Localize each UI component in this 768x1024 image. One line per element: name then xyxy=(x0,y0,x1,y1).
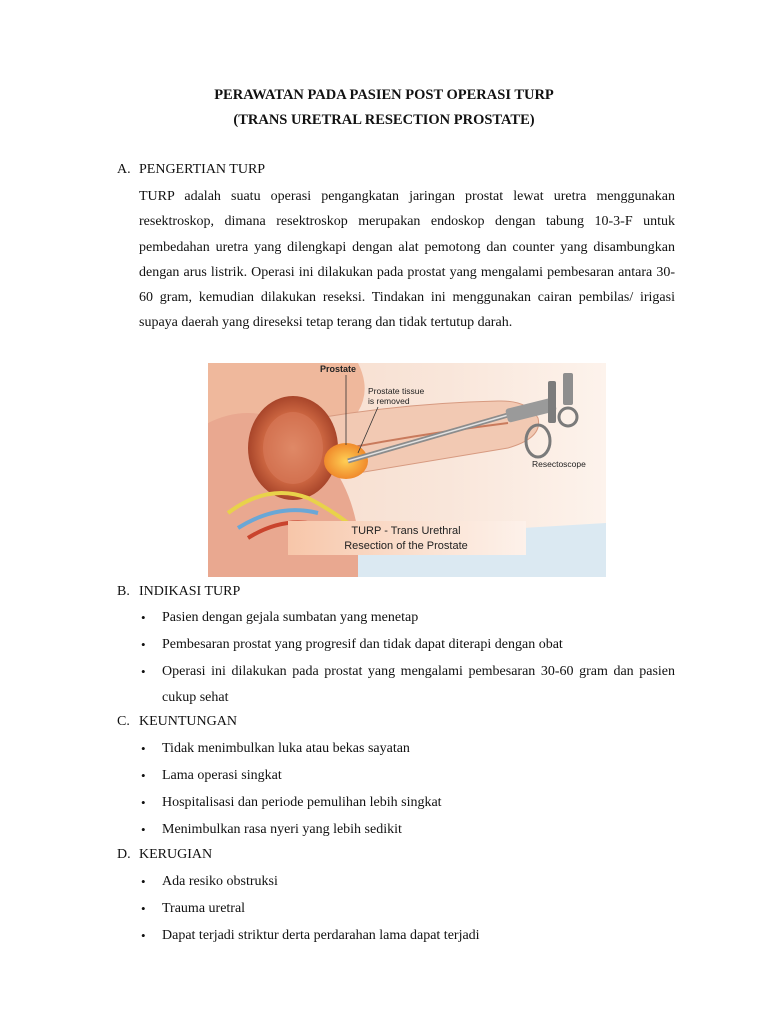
turp-illustration xyxy=(208,363,606,577)
section-c-letter: C. xyxy=(117,714,130,729)
bladder-inner xyxy=(263,412,323,484)
label-tissue-line-1: Prostate tissue xyxy=(368,386,425,396)
section-c-heading xyxy=(117,714,237,730)
section-a-letter: A. xyxy=(117,162,131,177)
turp-illustration-svg xyxy=(208,363,606,577)
section-d-list xyxy=(139,869,675,950)
list-item: • Pembesaran prostat yang progresif dan tidak dapat diterapi dengan obat xyxy=(139,632,675,658)
section-a-title: PENGERTIAN TURP xyxy=(139,162,266,177)
section-a-paragraph: TURP adalah suatu operasi pengangkatan jaringan prostat lewat uretra menggunakan resektroskop, dimana resektroskop merupakan endoskop dengan tabung 10-3-F untuk pembedahan uretra yang dilengkapi dengan alat pemotong dan counter yang disambungkan dengan arus listrik. Operasi ini dilakukan pada prostat yang mengalami pembesaran antara 30-60 gram, kemudian dilakukan reseksi. Tindakan ini menggunakan cairan pembilas/ irigasi supaya daerah yang direseksi tetap terang dan tidak tertutup darah. xyxy=(139,189,675,331)
resectoscope-port-2 xyxy=(563,373,573,405)
section-b-heading xyxy=(117,584,240,600)
section-d-letter: D. xyxy=(117,847,131,862)
label-prostate: Prostate xyxy=(320,364,357,374)
list-item: • Dapat terjadi striktur derta perdarahan lama dapat terjadi xyxy=(139,923,675,949)
list-item: • Operasi ini dilakukan pada prostat yang mengalami pembesaran 30-60 gram dan pasien cukup sehat xyxy=(139,659,675,711)
list-item: • Hospitalisasi dan periode pemulihan lebih singkat xyxy=(139,790,675,816)
list-item: • Ada resiko obstruksi xyxy=(139,869,675,895)
section-c-title: KEUNTUNGAN xyxy=(139,714,237,729)
resectoscope-port xyxy=(548,381,556,423)
document-title-line-2: (TRANS URETRAL RESECTION PROSTATE) xyxy=(233,112,535,128)
section-d-heading xyxy=(117,847,212,863)
section-c-list xyxy=(139,736,675,844)
section-a-heading xyxy=(117,162,265,178)
document-title-line-1: PERAWATAN PADA PASIEN POST OPERASI TURP xyxy=(214,87,554,103)
caption-line-1: TURP - Trans Urethral xyxy=(351,525,461,537)
list-item: • Trauma uretral xyxy=(139,896,675,922)
list-item: • Tidak menimbulkan luka atau bekas sayatan xyxy=(139,736,675,762)
prostate xyxy=(324,443,368,479)
list-item: • Menimbulkan rasa nyeri yang lebih sedikit xyxy=(139,817,675,843)
list-item: • Pasien dengan gejala sumbatan yang menetap xyxy=(139,605,675,631)
label-tissue-line-2: is removed xyxy=(368,396,410,406)
section-d-title: KERUGIAN xyxy=(139,847,213,862)
section-b-title: INDIKASI TURP xyxy=(139,584,241,599)
caption-line-2: Resection of the Prostate xyxy=(344,540,468,552)
section-b-letter: B. xyxy=(117,584,130,599)
section-b-list xyxy=(139,605,675,712)
list-item: • Lama operasi singkat xyxy=(139,763,675,789)
label-resectoscope: Resectoscope xyxy=(532,459,586,469)
